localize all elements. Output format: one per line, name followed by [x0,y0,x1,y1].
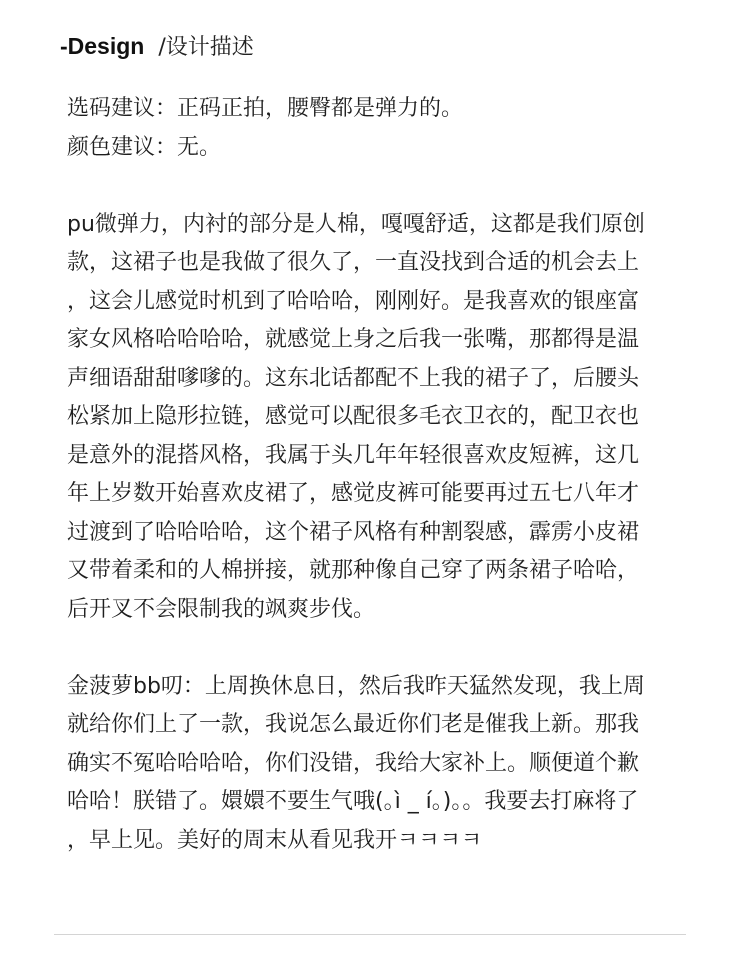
note-paragraph [67,668,707,861]
size-advice: 选码建议：正码正拍，腰臀都是弹力的。 [67,96,464,121]
paragraph-line: 款，这裙子也是我做了很久了，一直没找到合适的机会去上 [67,250,640,275]
paragraph-line: 声细语甜甜嗲嗲的。这东北话都配不上我的裙子了，后腰头 [67,365,640,391]
section-header [60,30,254,70]
note-line: 确实不冤哈哈哈哈，你们没错，我给大家补上。顺便道个歉 [67,750,640,776]
note-line: 金菠萝bb叨：上周换休息日，然后我昨天猛然发现，我上周 [67,673,645,699]
bottom-divider [54,934,686,935]
color-advice: 颜色建议：无。 [67,134,222,160]
paragraph-line: 家女风格哈哈哈哈，就感觉上身之后我一张嘴，那都得是温 [67,327,640,352]
paragraph-gap [67,629,707,668]
section-title-en: -Design [60,33,145,59]
paragraph-line: pu微弹力，内衬的部分是人棉，嘎嘎舒适，这都是我们原创 [67,211,645,237]
paragraph-gap [67,167,707,206]
note-line: ，早上见。美好的周末从看见我开ㅋㅋㅋㅋ [67,827,483,853]
section-title-zh: /设计描述 [158,35,254,60]
paragraph-line: 又带着柔和的人棉拼接，就那种像自己穿了两条裙子哈哈， [67,558,640,583]
design-description [67,90,707,860]
paragraph-line: 后开叉不会限制我的飒爽步伐。 [67,596,376,622]
paragraph-line: 松紧加上隐形拉链，感觉可以配很多毛衣卫衣的，配卫衣也 [67,404,640,429]
paragraph-line: 过渡到了哈哈哈哈，这个裙子风格有种割裂感，霹雳小皮裙 [67,519,640,545]
description-paragraph [67,206,707,630]
paragraph-line: ，这会儿感觉时机到了哈哈哈，刚刚好。是我喜欢的银座富 [67,288,640,314]
note-line: 就给你们上了一款，我说怎么最近你们老是催我上新。那我 [67,712,640,737]
paragraph-line: 是意外的混搭风格，我属于头几年年轻很喜欢皮短裤，这几 [67,442,640,468]
note-line: 哈哈！朕错了。嬛嬛不要生气哦(｡ì _ í｡)。。我要去打麻将了 [67,789,639,814]
paragraph-line: 年上岁数开始喜欢皮裙了，感觉皮裤可能要再过五七八年才 [67,481,640,506]
